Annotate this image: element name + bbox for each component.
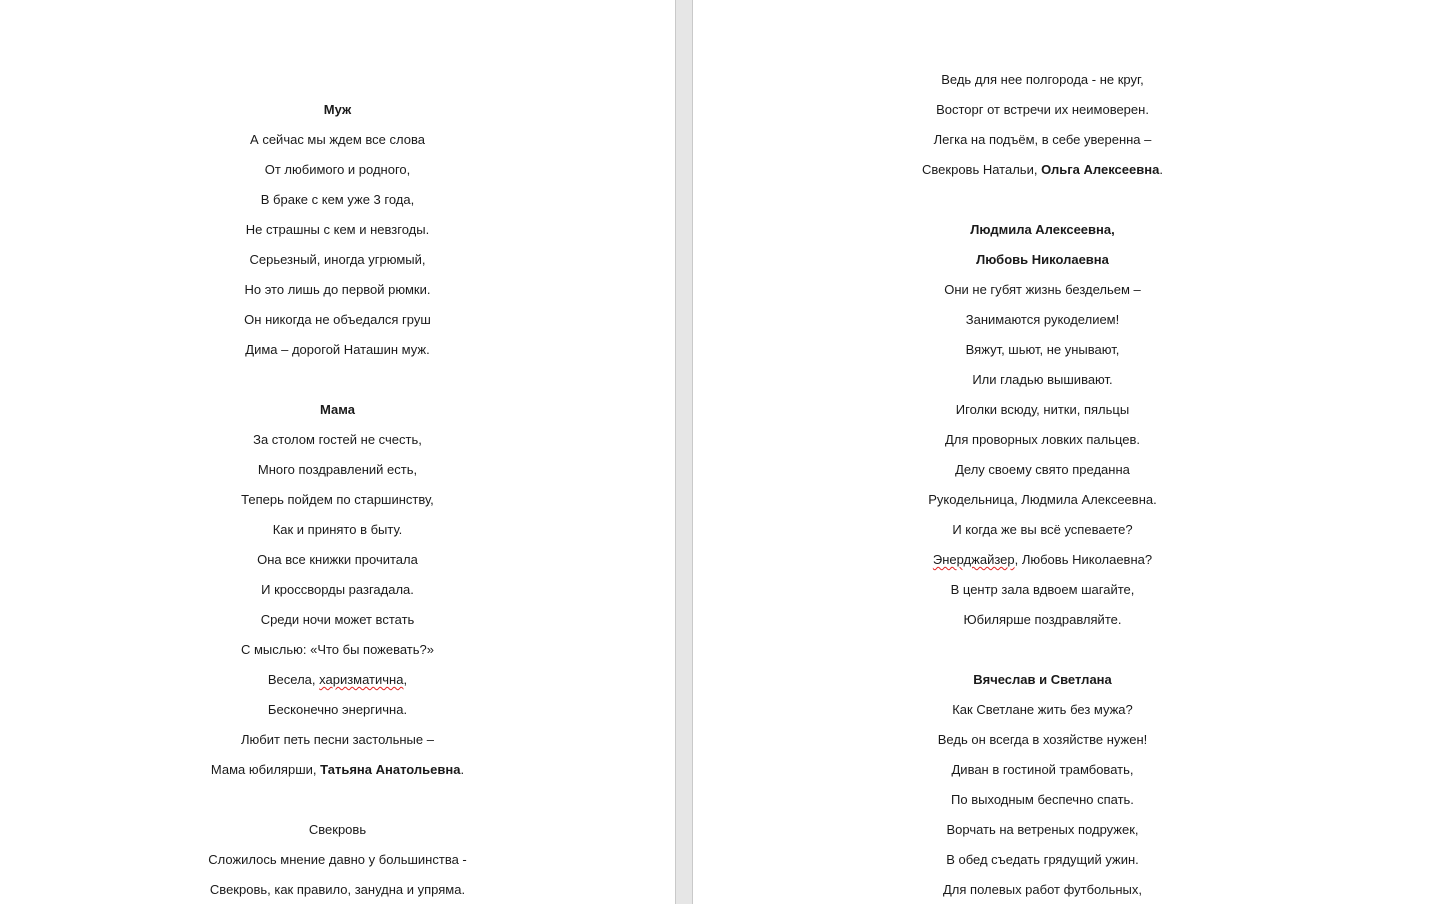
document-page-right[interactable] (693, 0, 1432, 904)
blank-line (693, 185, 1412, 215)
blank-line (0, 365, 675, 395)
poem-line: Иголки всюду, нитки, пяльцы (955, 402, 1130, 417)
document-page-left[interactable] (0, 0, 675, 904)
blank-line (693, 635, 1412, 665)
poem-line: В браке с кем уже 3 года, (260, 192, 415, 207)
poem-line: От любимого и родного, (264, 162, 411, 177)
poem-line (0, 665, 675, 695)
poem-heading: Мама (320, 402, 355, 417)
poem-line: Она все книжки прочитала (257, 552, 418, 567)
line-fragment: , Любовь Николаевна? (1014, 552, 1153, 567)
misspelled-word: харизматична (319, 672, 404, 687)
poem-line: Легка на подъём, в себе уверенна – (933, 132, 1152, 147)
poem-line: Свекровь, как правило, занудна и упряма. (209, 882, 466, 897)
line-fragment: . (460, 762, 465, 777)
poem-line: Для полевых работ футбольных, (942, 882, 1142, 897)
poem-line: Вяжут, шьют, не унывают, (965, 342, 1120, 357)
poem-line (0, 755, 675, 785)
poem-line: Дима – дорогой Наташин муж. (245, 342, 430, 357)
name-emphasis: Ольга Алексеевна (1041, 162, 1160, 177)
poem-heading: Любовь Николаевна (976, 252, 1109, 267)
poem-line: Теперь пойдем по старшинству, (241, 492, 434, 507)
line-fragment: Мама юбилярши, (210, 762, 321, 777)
poem-line: Но это лишь до первой рюмки. (244, 282, 431, 297)
poem-line: Как и принято в быту. (272, 522, 403, 537)
poem-line: Юбилярше поздравляйте. (963, 612, 1122, 627)
poem-line: Или гладью вышивают. (972, 372, 1113, 387)
poem-line: Восторг от встречи их неимоверен. (936, 102, 1149, 117)
line-fragment: Свекровь Натальи, (922, 162, 1042, 177)
poem-heading: Вячеслав и Светлана (973, 672, 1112, 687)
text-column (0, 95, 675, 904)
poem-line: Как Светлане жить без мужа? (952, 702, 1133, 717)
line-fragment: . (1159, 162, 1163, 177)
poem-line: Ворчать на ветреных подружек, (946, 822, 1139, 837)
name-emphasis: Татьяна Анатольевна (320, 762, 461, 777)
poem-line: Бесконечно энергична. (267, 702, 408, 717)
poem-line: Для проворных ловких пальцев. (945, 432, 1140, 447)
poem-line: И когда же вы всё успеваете? (952, 522, 1133, 537)
poem-line: С мыслью: «Что бы пожевать?» (240, 642, 434, 657)
poem-heading: Муж (323, 102, 352, 117)
poem-line: Делу своему свято преданна (955, 462, 1130, 477)
poem-line: Сложилось мнение давно у большинства - (208, 852, 467, 867)
poem-line: Любит петь песни застольные – (241, 732, 434, 747)
poem-line: По выходным беспечно спать. (951, 792, 1134, 807)
poem-line: За столом гостей не счесть, (253, 432, 422, 447)
line-fragment: Весела, (267, 672, 320, 687)
poem-line: Они не губят жизнь бездельем – (944, 282, 1141, 297)
line-fragment: , (403, 672, 408, 687)
poem-line: В центр зала вдвоем шагайте, (950, 582, 1135, 597)
poem-line: Занимаются рукоделием! (965, 312, 1120, 327)
poem-line: Он никогда не объедался груш (244, 312, 431, 327)
poem-line: А сейчас мы ждем все слова (250, 132, 425, 147)
poem-line (693, 545, 1412, 575)
poem-line: Ведь он всегда в хозяйстве нужен! (937, 732, 1148, 747)
poem-line: Не страшны с кем и невзгоды. (245, 222, 430, 237)
poem-line: Свекровь (308, 822, 367, 837)
page-gutter (675, 0, 693, 904)
poem-line: Рукодельница, Людмила Алексеевна. (928, 492, 1157, 507)
poem-line: Среди ночи может встать (260, 612, 415, 627)
poem-line: Ведь для нее полгорода - не круг, (941, 72, 1144, 87)
poem-line (693, 155, 1412, 185)
poem-line: И кроссворды разгадала. (261, 582, 414, 597)
blank-line (0, 785, 675, 815)
text-column (693, 65, 1412, 904)
poem-line: В обед съедать грядущий ужин. (946, 852, 1139, 867)
poem-line: Диван в гостиной трамбовать, (951, 762, 1134, 777)
poem-line: Много поздравлений есть, (257, 462, 418, 477)
poem-line: Серьезный, иногда угрюмый, (249, 252, 426, 267)
misspelled-word: Энерджайзер (932, 552, 1015, 567)
poem-heading: Людмила Алексеевна, (970, 222, 1115, 237)
